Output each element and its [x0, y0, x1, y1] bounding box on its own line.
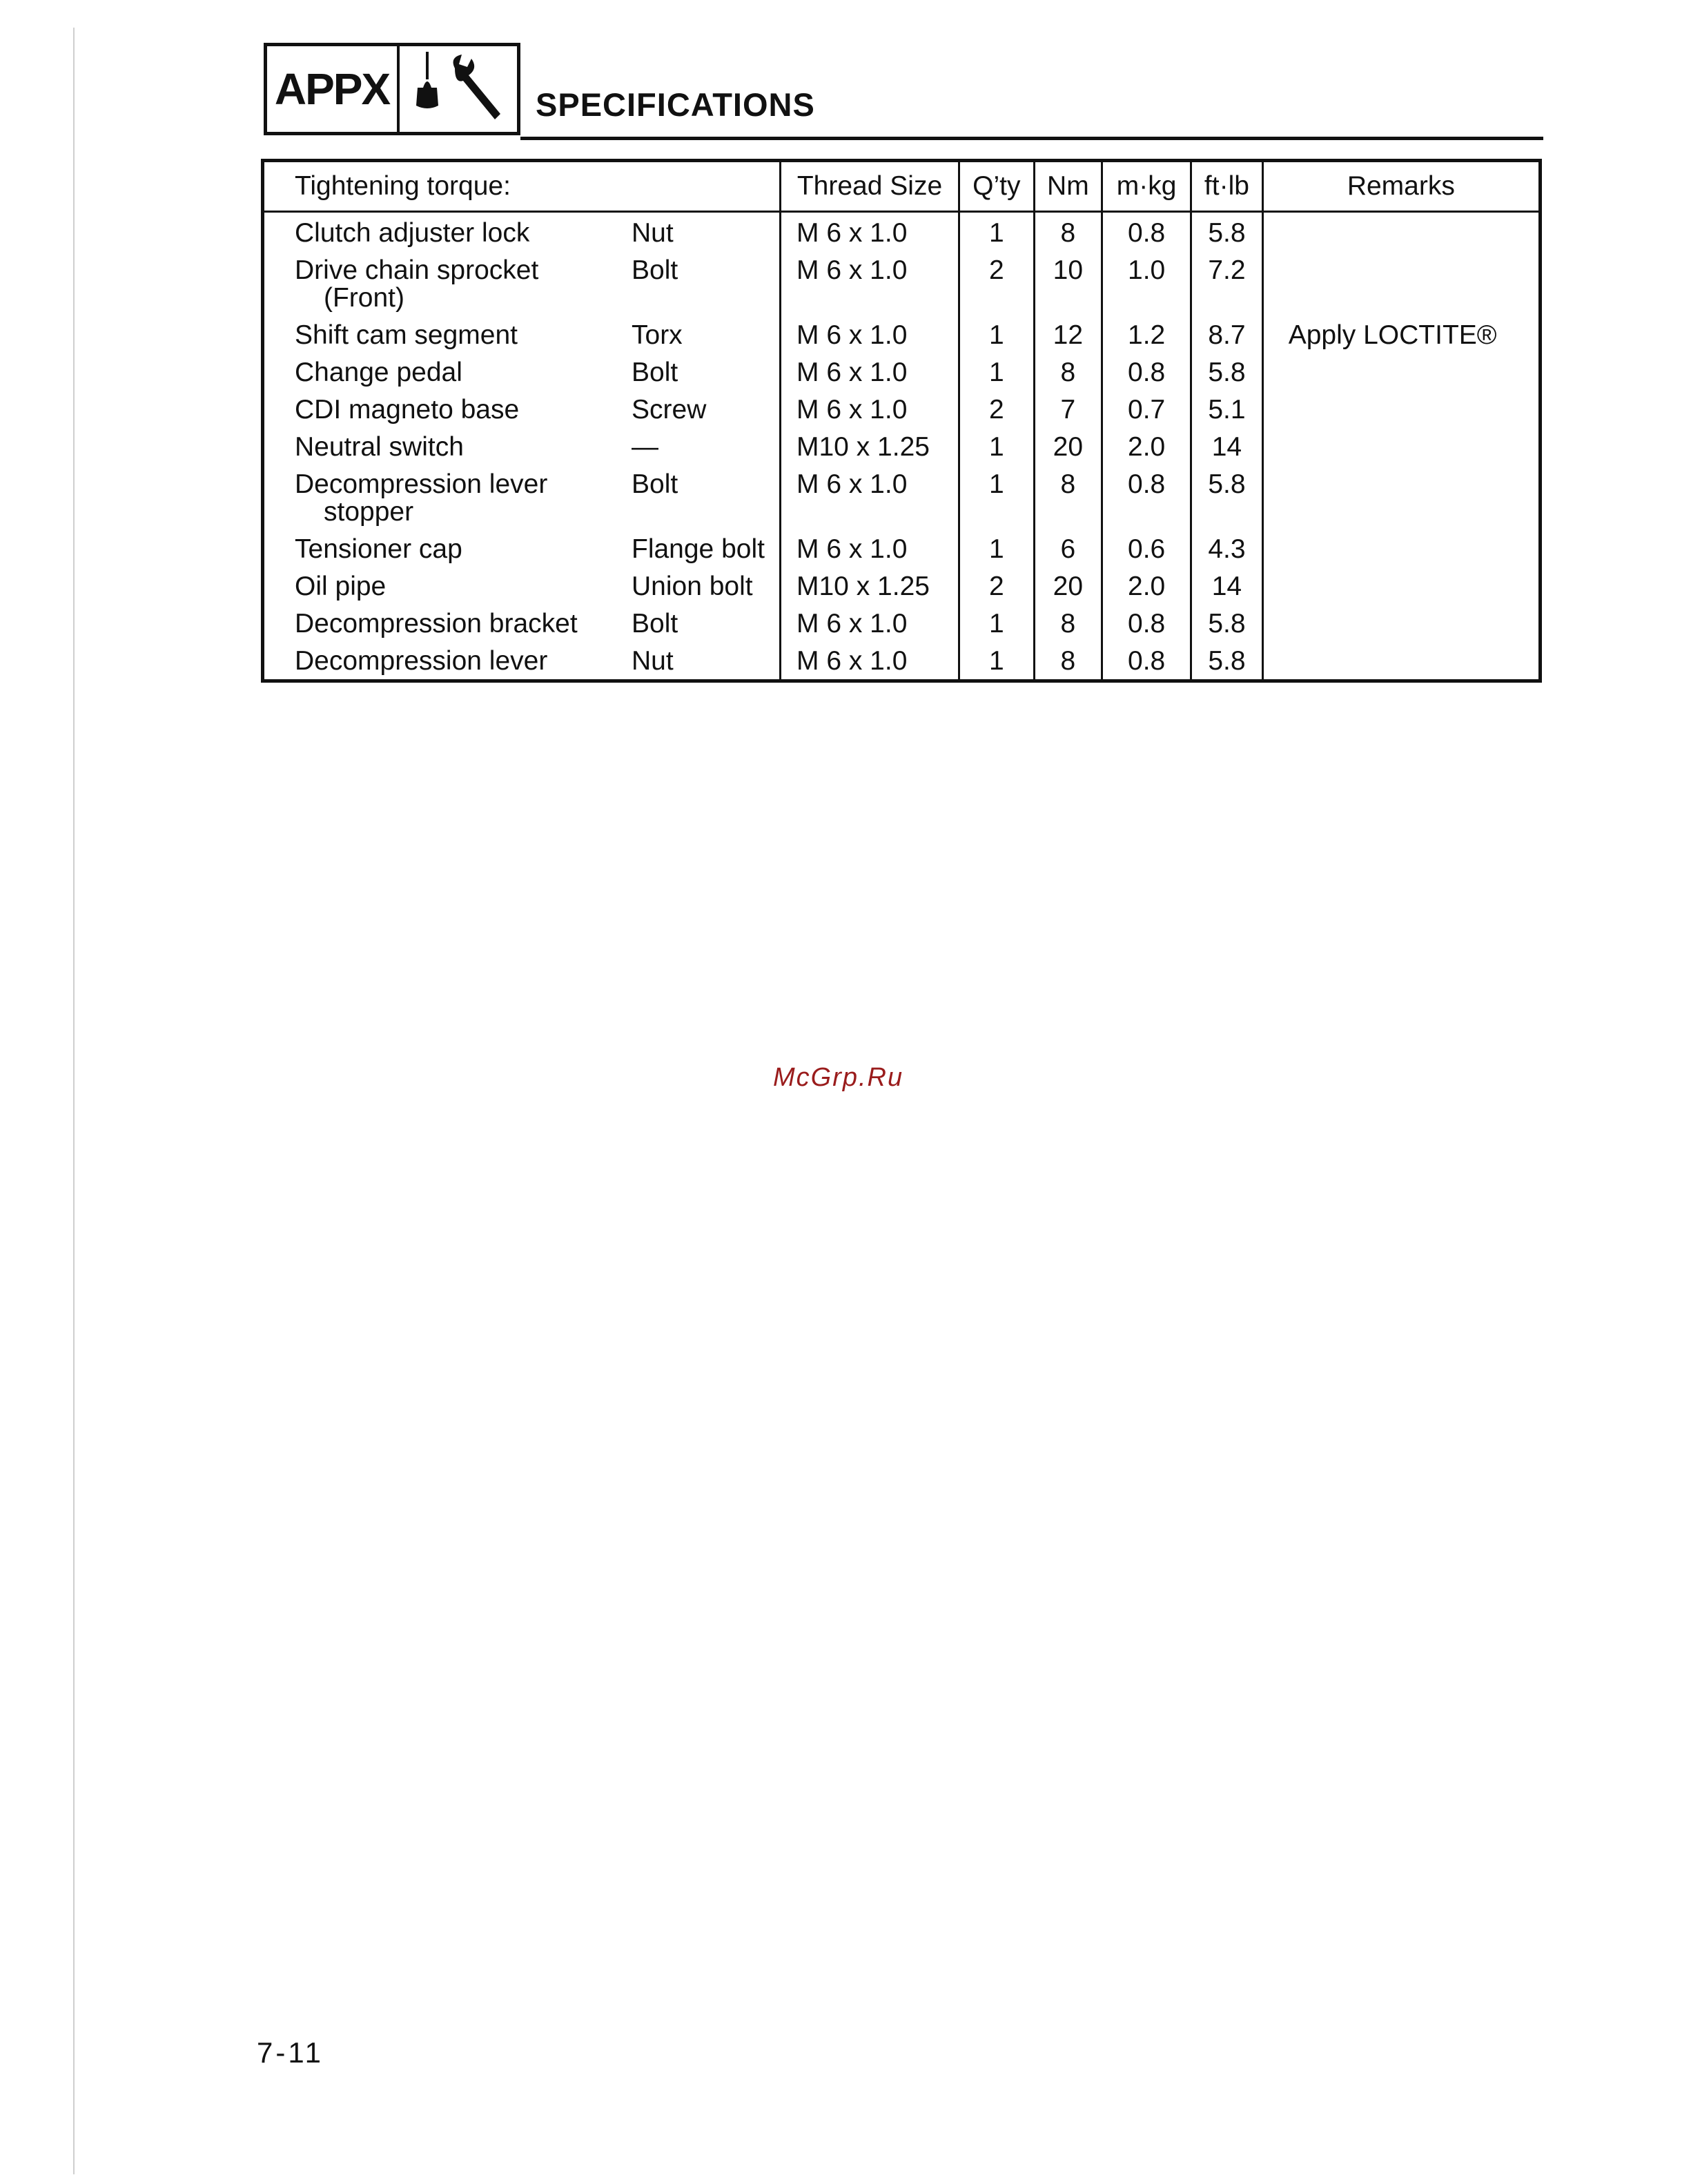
cell-remarks: [1262, 212, 1540, 257]
header-divider: [520, 137, 1543, 140]
watermark: McGrp.Ru: [773, 1063, 904, 1092]
cell-qty: 1: [959, 359, 1035, 396]
table-row: [263, 433, 1541, 471]
cell-nm: 8: [1034, 471, 1102, 536]
cell-thread-size: M 6 x 1.0: [781, 396, 959, 433]
column-header-mkg: m·kg: [1102, 161, 1191, 212]
item-name: Tensioner cap: [295, 534, 462, 564]
cell-item: [263, 257, 632, 322]
page-header: [264, 43, 1543, 141]
cell-remarks: [1262, 647, 1540, 681]
cell-nm: 7: [1034, 396, 1102, 433]
cell-mkg: 0.8: [1102, 647, 1191, 681]
item-subname: stopper: [324, 497, 414, 527]
cell-thread-size: M 6 x 1.0: [781, 536, 959, 573]
cell-nm: 10: [1034, 257, 1102, 322]
cell-mkg: 0.8: [1102, 212, 1191, 257]
item-name: Drive chain sprocket: [295, 255, 539, 285]
cell-mkg: 0.6: [1102, 536, 1191, 573]
cell-item: [263, 536, 632, 573]
cell-qty: 1: [959, 647, 1035, 681]
cell-item: [263, 322, 632, 359]
cell-item: [263, 396, 632, 433]
cell-thread-size: M 6 x 1.0: [781, 610, 959, 647]
cell-remarks: [1262, 536, 1540, 573]
cell-qty: 1: [959, 212, 1035, 257]
cell-mkg: 0.8: [1102, 610, 1191, 647]
cell-fastener-type: Nut: [632, 212, 781, 257]
column-header-qty: Q’ty: [959, 161, 1035, 212]
cell-ftlb: 4.3: [1191, 536, 1263, 573]
cell-ftlb: 5.8: [1191, 647, 1263, 681]
cell-item: [263, 573, 632, 610]
table-row: [263, 536, 1541, 573]
item-name: Decompression bracket: [295, 609, 578, 638]
cell-ftlb: 14: [1191, 433, 1263, 471]
cell-item: [263, 471, 632, 536]
cell-fastener-type: Bolt: [632, 610, 781, 647]
cell-qty: 1: [959, 471, 1035, 536]
cell-nm: 20: [1034, 433, 1102, 471]
cell-thread-size: M 6 x 1.0: [781, 647, 959, 681]
cell-remarks: [1262, 471, 1540, 536]
table-row: [263, 212, 1541, 257]
table-row: [263, 573, 1541, 610]
cell-mkg: 2.0: [1102, 433, 1191, 471]
cell-qty: 2: [959, 573, 1035, 610]
item-name: Clutch adjuster lock: [295, 218, 530, 248]
table-row: [263, 647, 1541, 681]
cell-thread-size: M 6 x 1.0: [781, 359, 959, 396]
cell-qty: 1: [959, 433, 1035, 471]
cell-item: [263, 610, 632, 647]
table-row: [263, 359, 1541, 396]
column-header-nm: Nm: [1034, 161, 1102, 212]
page-title: SPECIFICATIONS: [536, 86, 815, 123]
cell-ftlb: 5.8: [1191, 610, 1263, 647]
column-header-item: Tightening torque:: [263, 161, 781, 212]
cell-ftlb: 5.1: [1191, 396, 1263, 433]
cell-qty: 1: [959, 536, 1035, 573]
cell-mkg: 0.8: [1102, 359, 1191, 396]
cell-mkg: 1.0: [1102, 257, 1191, 322]
cell-fastener-type: Bolt: [632, 359, 781, 396]
cell-nm: 8: [1034, 610, 1102, 647]
item-name: CDI magneto base: [295, 395, 520, 425]
cell-nm: 8: [1034, 212, 1102, 257]
item-name: Decompression lever: [295, 469, 548, 499]
item-name: Oil pipe: [295, 572, 387, 601]
table-row: [263, 322, 1541, 359]
page-number: 7-11: [257, 2036, 324, 2069]
cell-fastener-type: Union bolt: [632, 573, 781, 610]
binding-line: [73, 28, 75, 2174]
cell-remarks: Apply LOCTITE®: [1262, 322, 1540, 359]
cell-nm: 8: [1034, 359, 1102, 396]
item-name: Shift cam segment: [295, 320, 518, 350]
cell-remarks: [1262, 610, 1540, 647]
cell-mkg: 2.0: [1102, 573, 1191, 610]
cell-nm: 20: [1034, 573, 1102, 610]
cell-ftlb: 5.8: [1191, 471, 1263, 536]
cell-remarks: [1262, 396, 1540, 433]
cell-qty: 2: [959, 396, 1035, 433]
cell-fastener-type: Torx: [632, 322, 781, 359]
cell-fastener-type: Flange bolt: [632, 536, 781, 573]
cell-remarks: [1262, 573, 1540, 610]
cell-mkg: 1.2: [1102, 322, 1191, 359]
table-row: [263, 396, 1541, 433]
cell-ftlb: 5.8: [1191, 359, 1263, 396]
cell-item: [263, 647, 632, 681]
oil-can-wrench-icon: [400, 46, 517, 132]
item-subname: (Front): [324, 283, 404, 313]
cell-item: [263, 359, 632, 396]
cell-qty: 2: [959, 257, 1035, 322]
table-row: [263, 471, 1541, 536]
cell-item: [263, 433, 632, 471]
cell-thread-size: M10 x 1.25: [781, 433, 959, 471]
cell-item: [263, 212, 632, 257]
cell-mkg: 0.7: [1102, 396, 1191, 433]
cell-fastener-type: Screw: [632, 396, 781, 433]
cell-thread-size: M 6 x 1.0: [781, 212, 959, 257]
cell-fastener-type: Bolt: [632, 471, 781, 536]
cell-fastener-type: Nut: [632, 647, 781, 681]
cell-fastener-type: Bolt: [632, 257, 781, 322]
cell-ftlb: 8.7: [1191, 322, 1263, 359]
item-name: Neutral switch: [295, 432, 464, 462]
tightening-torque-table: [261, 159, 1542, 683]
badge-label: APPX: [267, 46, 400, 132]
cell-qty: 1: [959, 322, 1035, 359]
table-header-row: [263, 161, 1541, 212]
table-row: [263, 610, 1541, 647]
cell-thread-size: M 6 x 1.0: [781, 471, 959, 536]
item-name: Decompression lever: [295, 646, 548, 676]
cell-thread-size: M10 x 1.25: [781, 573, 959, 610]
column-header-thread-size: Thread Size: [781, 161, 959, 212]
cell-fastener-type: —: [632, 433, 781, 471]
cell-remarks: [1262, 257, 1540, 322]
cell-remarks: [1262, 359, 1540, 396]
cell-thread-size: M 6 x 1.0: [781, 322, 959, 359]
cell-ftlb: 5.8: [1191, 212, 1263, 257]
column-header-remarks: Remarks: [1262, 161, 1540, 212]
cell-ftlb: 7.2: [1191, 257, 1263, 322]
cell-nm: 12: [1034, 322, 1102, 359]
cell-remarks: [1262, 433, 1540, 471]
cell-qty: 1: [959, 610, 1035, 647]
cell-mkg: 0.8: [1102, 471, 1191, 536]
cell-ftlb: 14: [1191, 573, 1263, 610]
column-header-ftlb: ft·lb: [1191, 161, 1263, 212]
item-name: Change pedal: [295, 358, 462, 387]
cell-nm: 8: [1034, 647, 1102, 681]
cell-nm: 6: [1034, 536, 1102, 573]
section-badge: [264, 43, 520, 135]
table-row: [263, 257, 1541, 322]
cell-thread-size: M 6 x 1.0: [781, 257, 959, 322]
